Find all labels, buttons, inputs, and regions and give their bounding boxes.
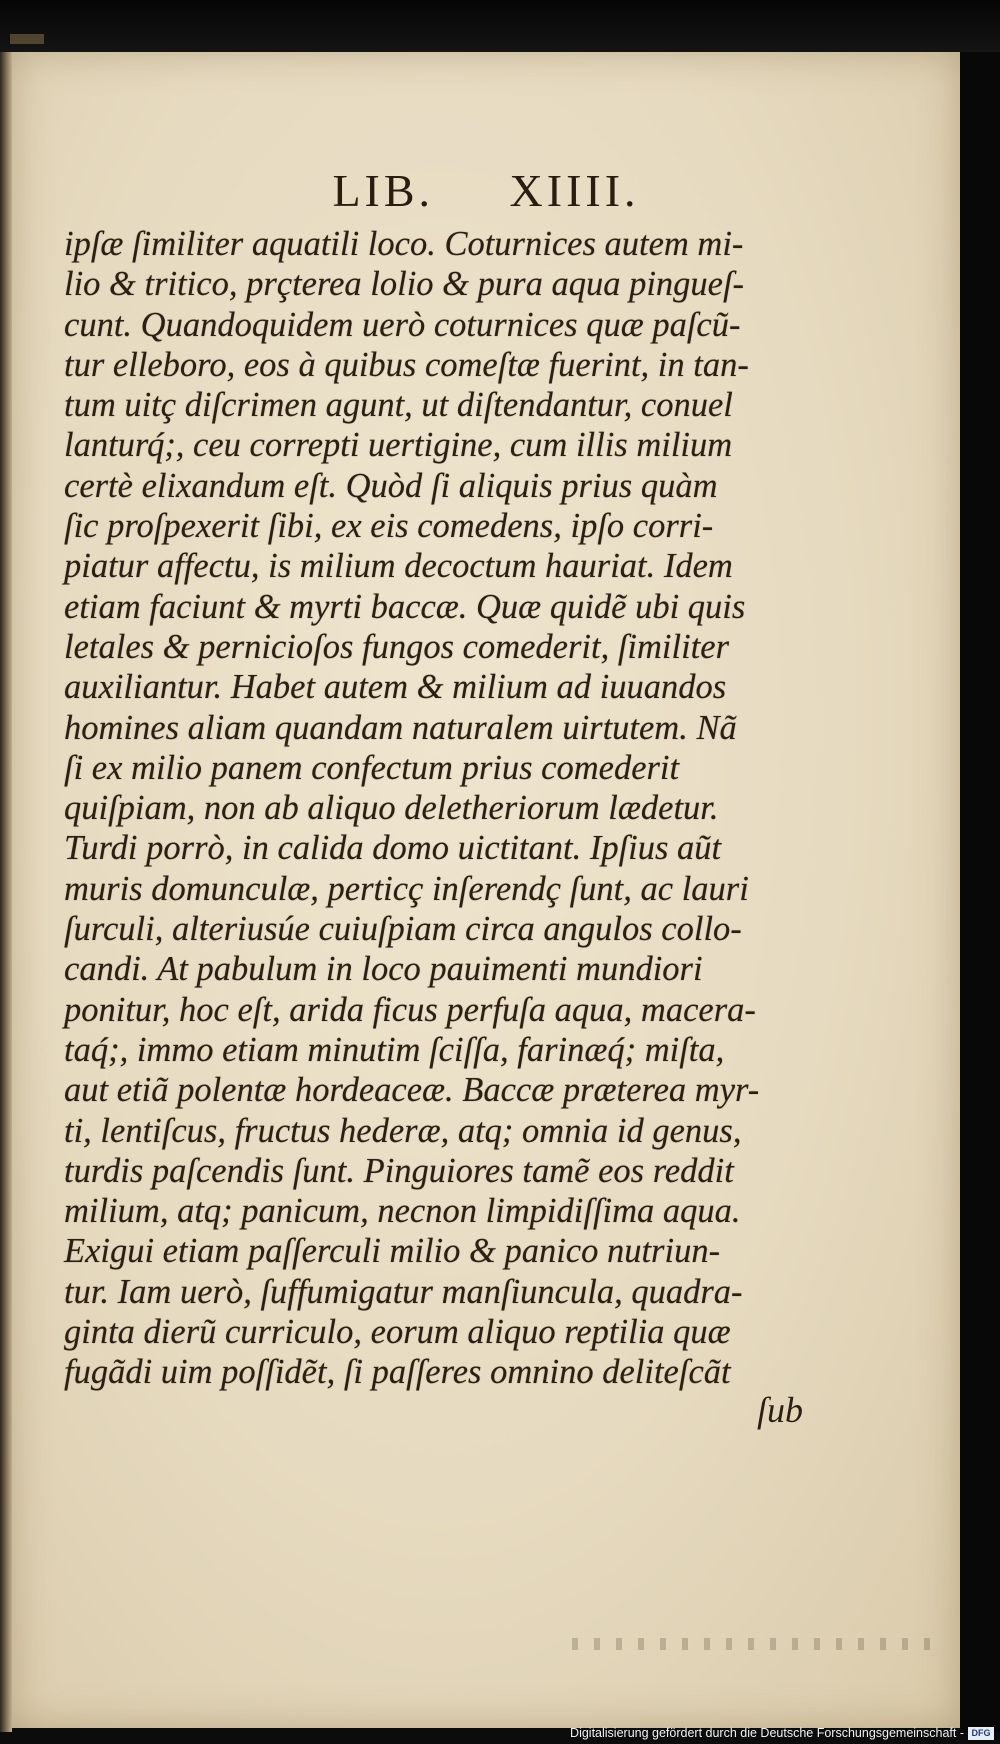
text-line: tur. Iam uerò, ſuffumigatur manſiuncula, quadra- <box>64 1272 743 1311</box>
text-line: aut etiã polentæ hordeaceæ. Baccæ præterea myr- <box>64 1071 760 1110</box>
text-line: Turdi porrò, in calida domo uictitant. Ipſius aũt <box>64 829 722 868</box>
text-line: muris domunculæ, perticç inſerendç ſunt, ac lauri <box>64 869 749 908</box>
text-line: lanturq́;, ceu correpti uertigine, cum illis milium <box>64 426 733 465</box>
text-line: tur elleboro, eos à quibus comeſtæ fuerint, in tan- <box>64 345 749 384</box>
book-page <box>12 52 960 1728</box>
text-line: fugãdi uim poſſidẽt, ſi paſſeres omnino deliteſcãt <box>64 1353 731 1392</box>
text-line: lio & tritico, prçterea lolio & pura aqua pingueſ- <box>64 265 745 304</box>
text-line: ſi ex milio panem confectum prius comederit <box>64 748 680 787</box>
text-line: ginta dierũ curriculo, eorum aliquo reptilia quæ <box>64 1313 731 1352</box>
dfg-logo-icon: DFG <box>968 1727 994 1740</box>
text-line: ponitur, hoc eſt, arida ficus perfuſa aqua, macera- <box>64 990 756 1029</box>
text-line: letales & pernicioſos fungos comederit, ſimiliter <box>64 627 730 666</box>
text-line: turdis paſcendis ſunt. Pinguiores tamẽ eos reddit <box>64 1151 734 1190</box>
digitization-footer <box>570 1724 994 1742</box>
text-line: taq́;, immo etiam minutim ſciſſa, farinæq́; miſta, <box>64 1030 725 1069</box>
footer-credit: Digitalisierung gefördert durch die Deutsche Forschungsgemeinschaft - <box>570 1726 964 1740</box>
body-text <box>64 224 824 1393</box>
text-line: ti, lentiſcus, fructus hederæ, atq; omnia id genus, <box>64 1111 742 1150</box>
text-line: cunt. Quandoquidem uerò coturnices quæ paſcũ- <box>64 305 741 344</box>
text-line: ſic proſpexerit ſibi, ex eis comedens, ipſo corri- <box>64 507 714 546</box>
catchword: ſub <box>757 1390 804 1430</box>
text-line: homines aliam quandam naturalem uirtutem. Nã <box>64 708 737 747</box>
page-bottom-marks <box>572 1638 932 1650</box>
text-line: Exigui etiam paſſerculi milio & panico nutriun- <box>64 1232 721 1271</box>
scan-top-border <box>0 0 1000 52</box>
text-line: candi. At pabulum in loco pauimenti mundiori <box>64 950 703 989</box>
text-line: tum uitç diſcrimen agunt, ut diſtendantur, conuel <box>64 386 733 425</box>
text-line: quiſpiam, non ab aliquo deletheriorum lædetur. <box>64 789 719 828</box>
text-line: certè elixandum eſt. Quòd ſi aliquis prius quàm <box>64 466 718 505</box>
text-line: ſurculi, alteriusúe cuiuſpiam circa angulos collo- <box>64 910 742 949</box>
text-line: auxiliantur. Habet autem & milium ad iuuandos <box>64 668 727 707</box>
running-head: LIB. XIIII. <box>332 165 640 216</box>
text-line: milium, atq; panicum, necnon limpidiſſima aqua. <box>64 1192 741 1231</box>
text-line: ipſæ ſimiliter aquatili loco. Coturnices autem mi- <box>64 225 744 263</box>
text-line: etiam faciunt & myrti baccæ. Quæ quidẽ ubi quis <box>64 587 746 626</box>
text-line: piatur affectu, is milium decoctum hauriat. Idem <box>64 547 733 586</box>
scan-right-border <box>960 52 1000 1732</box>
page-left-edge <box>0 52 12 1732</box>
